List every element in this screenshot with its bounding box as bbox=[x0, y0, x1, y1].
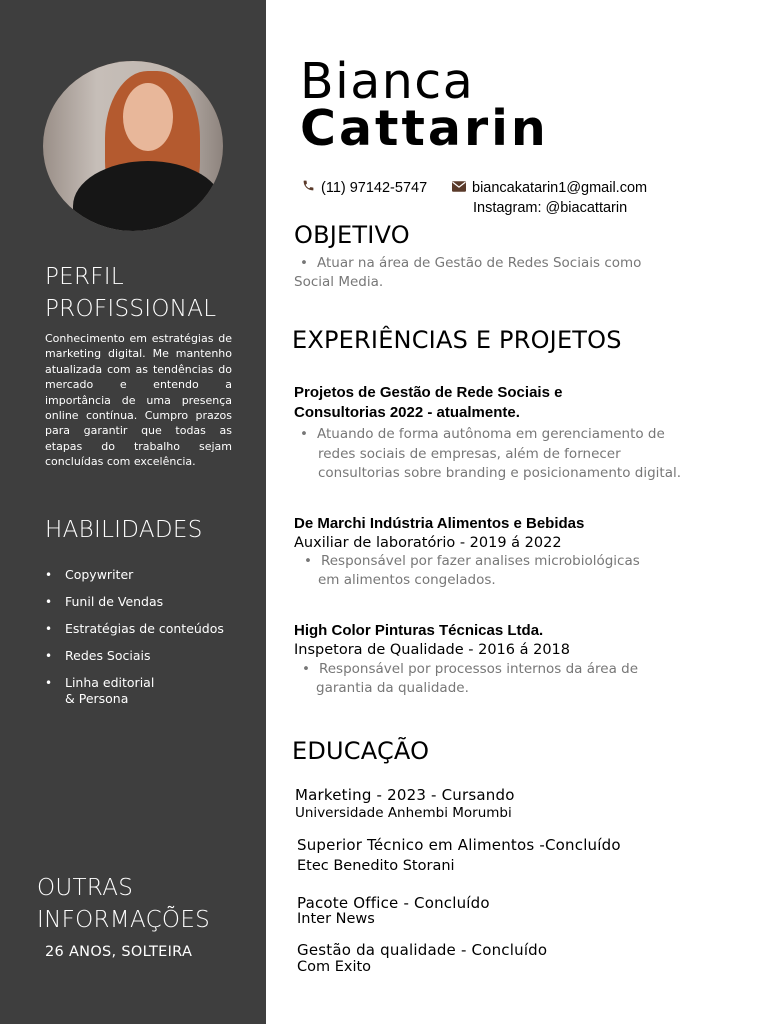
educacao-heading: EDUCAÇÃO bbox=[292, 737, 430, 765]
skill-item: • Funil de Vendas bbox=[45, 594, 224, 610]
skills-list bbox=[45, 567, 224, 718]
edu-title: Pacote Office - Concluído bbox=[297, 894, 490, 912]
outras-heading: OUTRAS INFORMAÇÕES bbox=[37, 875, 211, 933]
skill-item: • Copywriter bbox=[45, 567, 224, 583]
job-title-cont: Consultorias 2022 - atualmente. bbox=[294, 404, 520, 421]
edu-place: Universidade Anhembi Morumbi bbox=[295, 805, 512, 821]
edu-title: Marketing - 2023 - Cursando bbox=[295, 786, 515, 804]
job-title: Projetos de Gestão de Rede Sociais e bbox=[294, 384, 563, 401]
edu-place: Etec Benedito Storani bbox=[297, 858, 455, 874]
edu-place: Com Exito bbox=[297, 959, 372, 975]
job-title: High Color Pinturas Técnicas Ltda. bbox=[294, 622, 544, 639]
job-subtitle: Auxiliar de laboratório - 2019 á 2022 bbox=[294, 535, 562, 551]
sidebar bbox=[0, 0, 266, 1024]
phone-icon bbox=[302, 178, 315, 198]
last-name: Cattarin bbox=[300, 100, 549, 157]
skill-item: • Linha editorial & Persona bbox=[45, 675, 224, 707]
profile-photo bbox=[43, 61, 223, 231]
job-desc: • Atuando de forma autônoma em gerenciamento de bbox=[300, 426, 665, 442]
phone-number[interactable]: (11) 97142-5747 bbox=[321, 180, 428, 196]
objetivo-text-cont: Social Media. bbox=[294, 274, 384, 290]
objetivo-text: • Atuar na área de Gestão de Redes Sociais como bbox=[300, 255, 642, 271]
first-name: Bianca bbox=[300, 53, 475, 110]
job-title: De Marchi Indústria Alimentos e Bebidas bbox=[294, 515, 585, 532]
job-desc-cont: redes sociais de empresas, além de fornecer bbox=[318, 446, 621, 462]
perfil-heading: PERFIL PROFISSIONAL bbox=[45, 264, 217, 322]
perfil-text: Conhecimento em estratégias de marketing digital. Me mantenho atualizada com as tendências do mercado e entendo a importância de uma presença online contínua. Cumpro prazos para garantir que todas as etapas do trabalho sejam concluídas com excelência. bbox=[45, 332, 232, 469]
job-desc: • Responsável por fazer analises microbiológicas bbox=[304, 553, 640, 569]
edu-title: Superior Técnico em Alimentos -Concluído bbox=[297, 836, 621, 854]
job-desc-cont: em alimentos congelados. bbox=[318, 572, 496, 588]
habilidades-heading: HABILIDADES bbox=[45, 517, 203, 543]
instagram-handle[interactable]: Instagram: @biacattarin bbox=[473, 200, 628, 217]
objetivo-heading: OBJETIVO bbox=[294, 221, 410, 249]
email-contact bbox=[452, 178, 647, 218]
email-address[interactable]: biancakatarin1@gmail.com bbox=[472, 180, 648, 196]
phone-contact bbox=[302, 178, 427, 198]
skill-item: • Redes Sociais bbox=[45, 648, 224, 664]
job-desc-cont: garantia da qualidade. bbox=[316, 680, 469, 696]
mail-icon bbox=[452, 178, 466, 198]
edu-title: Gestão da qualidade - Concluído bbox=[297, 941, 548, 959]
job-subtitle: Inspetora de Qualidade - 2016 á 2018 bbox=[294, 642, 571, 658]
outras-text: 26 ANOS, SOLTEIRA bbox=[45, 944, 193, 960]
job-desc: • Responsável por processos internos da área de bbox=[302, 661, 639, 677]
edu-place: Inter News bbox=[297, 911, 375, 927]
skill-item: • Estratégias de conteúdos bbox=[45, 621, 224, 637]
experiencias-heading: EXPERIÊNCIAS E PROJETOS bbox=[292, 326, 622, 354]
job-desc-cont: consultorias sobre branding e posicionamento digital. bbox=[318, 465, 682, 481]
